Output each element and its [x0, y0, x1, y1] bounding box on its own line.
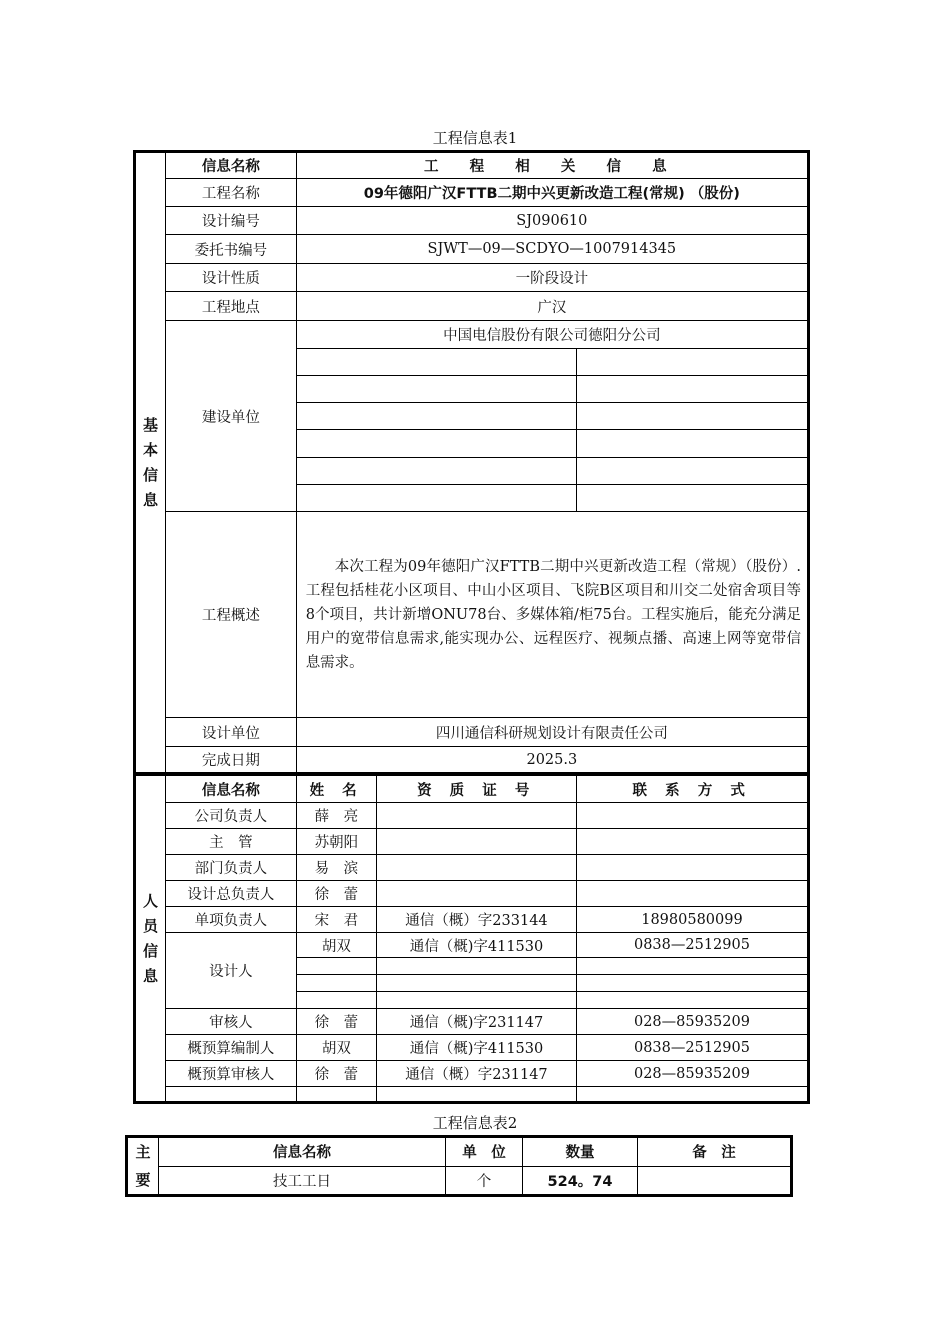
table2-side-label-text: 主要	[135, 1143, 151, 1189]
table2-row-remark	[638, 1166, 792, 1196]
design-number-value: SJ090610	[296, 207, 808, 235]
designer-blank-cell	[296, 975, 376, 992]
designer-blank-cell	[296, 958, 376, 975]
personnel-cert	[377, 881, 577, 907]
design-nature-label: 设计性质	[166, 264, 297, 292]
reviewer-cert: 通信（概)字231147	[377, 1009, 577, 1035]
designer-cert: 通信（概)字411530	[377, 933, 577, 958]
location-label: 工程地点	[166, 292, 297, 321]
design-unit-value: 四川通信科研规划设计有限责任公司	[296, 718, 808, 747]
blank-cell	[576, 1087, 808, 1103]
personnel-header-contact: 联 系 方 式	[576, 776, 808, 803]
header-info-name: 信息名称	[166, 152, 297, 179]
builder-blank-cell	[576, 376, 808, 403]
table2-header-remark: 备 注	[638, 1137, 792, 1167]
builder-value: 中国电信股份有限公司德阳分公司	[296, 321, 808, 349]
personnel-role: 部门负责人	[166, 855, 297, 881]
design-unit-label: 设计单位	[166, 718, 297, 747]
table2-row-quantity: 524。74	[523, 1166, 638, 1196]
blank-cell	[377, 1087, 577, 1103]
personnel-name: 徐 蕾	[296, 881, 376, 907]
header-project-info: 工 程 相 关 信 息	[296, 152, 808, 179]
commission-number-value: SJWT—09—SCDYO—1007914345	[296, 235, 808, 264]
table2-header-name: 信息名称	[159, 1137, 446, 1167]
reviewer-role: 概预算编制人	[166, 1035, 297, 1061]
personnel-cert	[377, 829, 577, 855]
personnel-contact	[576, 803, 808, 829]
reviewer-role: 概预算审核人	[166, 1061, 297, 1087]
builder-blank-cell	[576, 458, 808, 485]
table2-row-unit: 个	[446, 1166, 523, 1196]
designer-blank-cell	[576, 975, 808, 992]
designer-blank-cell	[377, 958, 577, 975]
table2-caption: 工程信息表2	[432, 1114, 518, 1132]
personnel-role: 主 管	[166, 829, 297, 855]
table2-header-quantity: 数量	[523, 1137, 638, 1167]
reviewer-contact: 0838—2512905	[576, 1035, 808, 1061]
designer-contact: 0838—2512905	[576, 933, 808, 958]
overview-text: 本次工程为09年德阳广汉FTTB二期中兴更新改造工程（常规）（股份）.工程包括桂花小区项目、中山小区项目、飞院B区项目和川交二处宿舍项目等8个项目，共计新增ONU78台、多媒体箱/柜75台。工程实施后，能充分满足用户的宽带信息需求,能实现办公、远程医疗、视频点播、高速上网等宽带信息需求。	[305, 558, 801, 671]
personnel-section-label	[135, 776, 166, 1103]
reviewer-role: 审核人	[166, 1009, 297, 1035]
design-number-label: 设计编号	[166, 207, 297, 235]
blank-cell	[166, 1087, 297, 1103]
designer-blank-cell	[377, 975, 577, 992]
overview-cell	[296, 512, 808, 718]
designer-blank-cell	[296, 992, 376, 1009]
personnel-cert: 通信（概）字233144	[377, 907, 577, 933]
designer-role: 设计人	[166, 933, 297, 1009]
builder-blank-cell	[296, 458, 576, 485]
builder-blank-cell	[576, 403, 808, 430]
personnel-contact	[576, 855, 808, 881]
reviewer-name: 徐 蕾	[296, 1061, 376, 1087]
personnel-label-text: 人员信息	[143, 891, 159, 985]
table1-caption: 工程信息表1	[432, 129, 518, 147]
builder-label: 建设单位	[166, 321, 297, 512]
personnel-header-name: 信息名称	[166, 776, 297, 803]
personnel-contact: 18980580099	[576, 907, 808, 933]
personnel-role: 公司负责人	[166, 803, 297, 829]
personnel-name: 薛 亮	[296, 803, 376, 829]
designer-blank-cell	[576, 958, 808, 975]
design-nature-value: 一阶段设计	[296, 264, 808, 292]
location-value: 广汉	[296, 292, 808, 321]
personnel-contact	[576, 881, 808, 907]
basic-info-label-text: 基本信息	[143, 415, 159, 509]
builder-blank-cell	[576, 349, 808, 376]
personnel-cert	[377, 803, 577, 829]
table2-header-unit: 单 位	[446, 1137, 523, 1167]
builder-blank-cell	[296, 376, 576, 403]
personnel-role: 设计总负责人	[166, 881, 297, 907]
reviewer-name: 徐 蕾	[296, 1009, 376, 1035]
personnel-name: 易 滨	[296, 855, 376, 881]
project-name-label: 工程名称	[166, 179, 297, 207]
designer-blank-cell	[377, 992, 577, 1009]
personnel-header-person: 姓 名	[296, 776, 376, 803]
reviewer-name: 胡双	[296, 1035, 376, 1061]
blank-cell	[296, 1087, 376, 1103]
builder-blank-cell	[296, 485, 576, 512]
basic-info-section-label	[135, 152, 166, 774]
builder-blank-cell	[296, 403, 576, 430]
personnel-cert	[377, 855, 577, 881]
reviewer-contact: 028—85935209	[576, 1009, 808, 1035]
project-info-table-1	[133, 150, 810, 775]
reviewer-cert: 通信（概）字231147	[377, 1061, 577, 1087]
table2-side-label	[127, 1137, 159, 1196]
personnel-name: 苏朝阳	[296, 829, 376, 855]
completion-date-label: 完成日期	[166, 747, 297, 774]
commission-number-label: 委托书编号	[166, 235, 297, 264]
overview-label: 工程概述	[166, 512, 297, 718]
reviewer-contact: 028—85935209	[576, 1061, 808, 1087]
builder-blank-cell	[296, 349, 576, 376]
personnel-contact	[576, 829, 808, 855]
reviewer-cert: 通信（概)字411530	[377, 1035, 577, 1061]
personnel-role: 单项负责人	[166, 907, 297, 933]
designer-name: 胡双	[296, 933, 376, 958]
builder-blank-cell	[576, 485, 808, 512]
designer-blank-cell	[576, 992, 808, 1009]
project-info-table-2	[125, 1135, 793, 1197]
project-name-value: 09年德阳广汉FTTB二期中兴更新改造工程(常规) （股份)	[296, 179, 808, 207]
table2-row-name: 技工工日	[159, 1166, 446, 1196]
personnel-header-cert: 资 质 证 号	[377, 776, 577, 803]
builder-blank-cell	[296, 430, 576, 458]
personnel-table	[133, 775, 810, 1104]
builder-blank-cell	[576, 430, 808, 458]
personnel-name: 宋 君	[296, 907, 376, 933]
completion-date-value: 2025.3	[296, 747, 808, 774]
